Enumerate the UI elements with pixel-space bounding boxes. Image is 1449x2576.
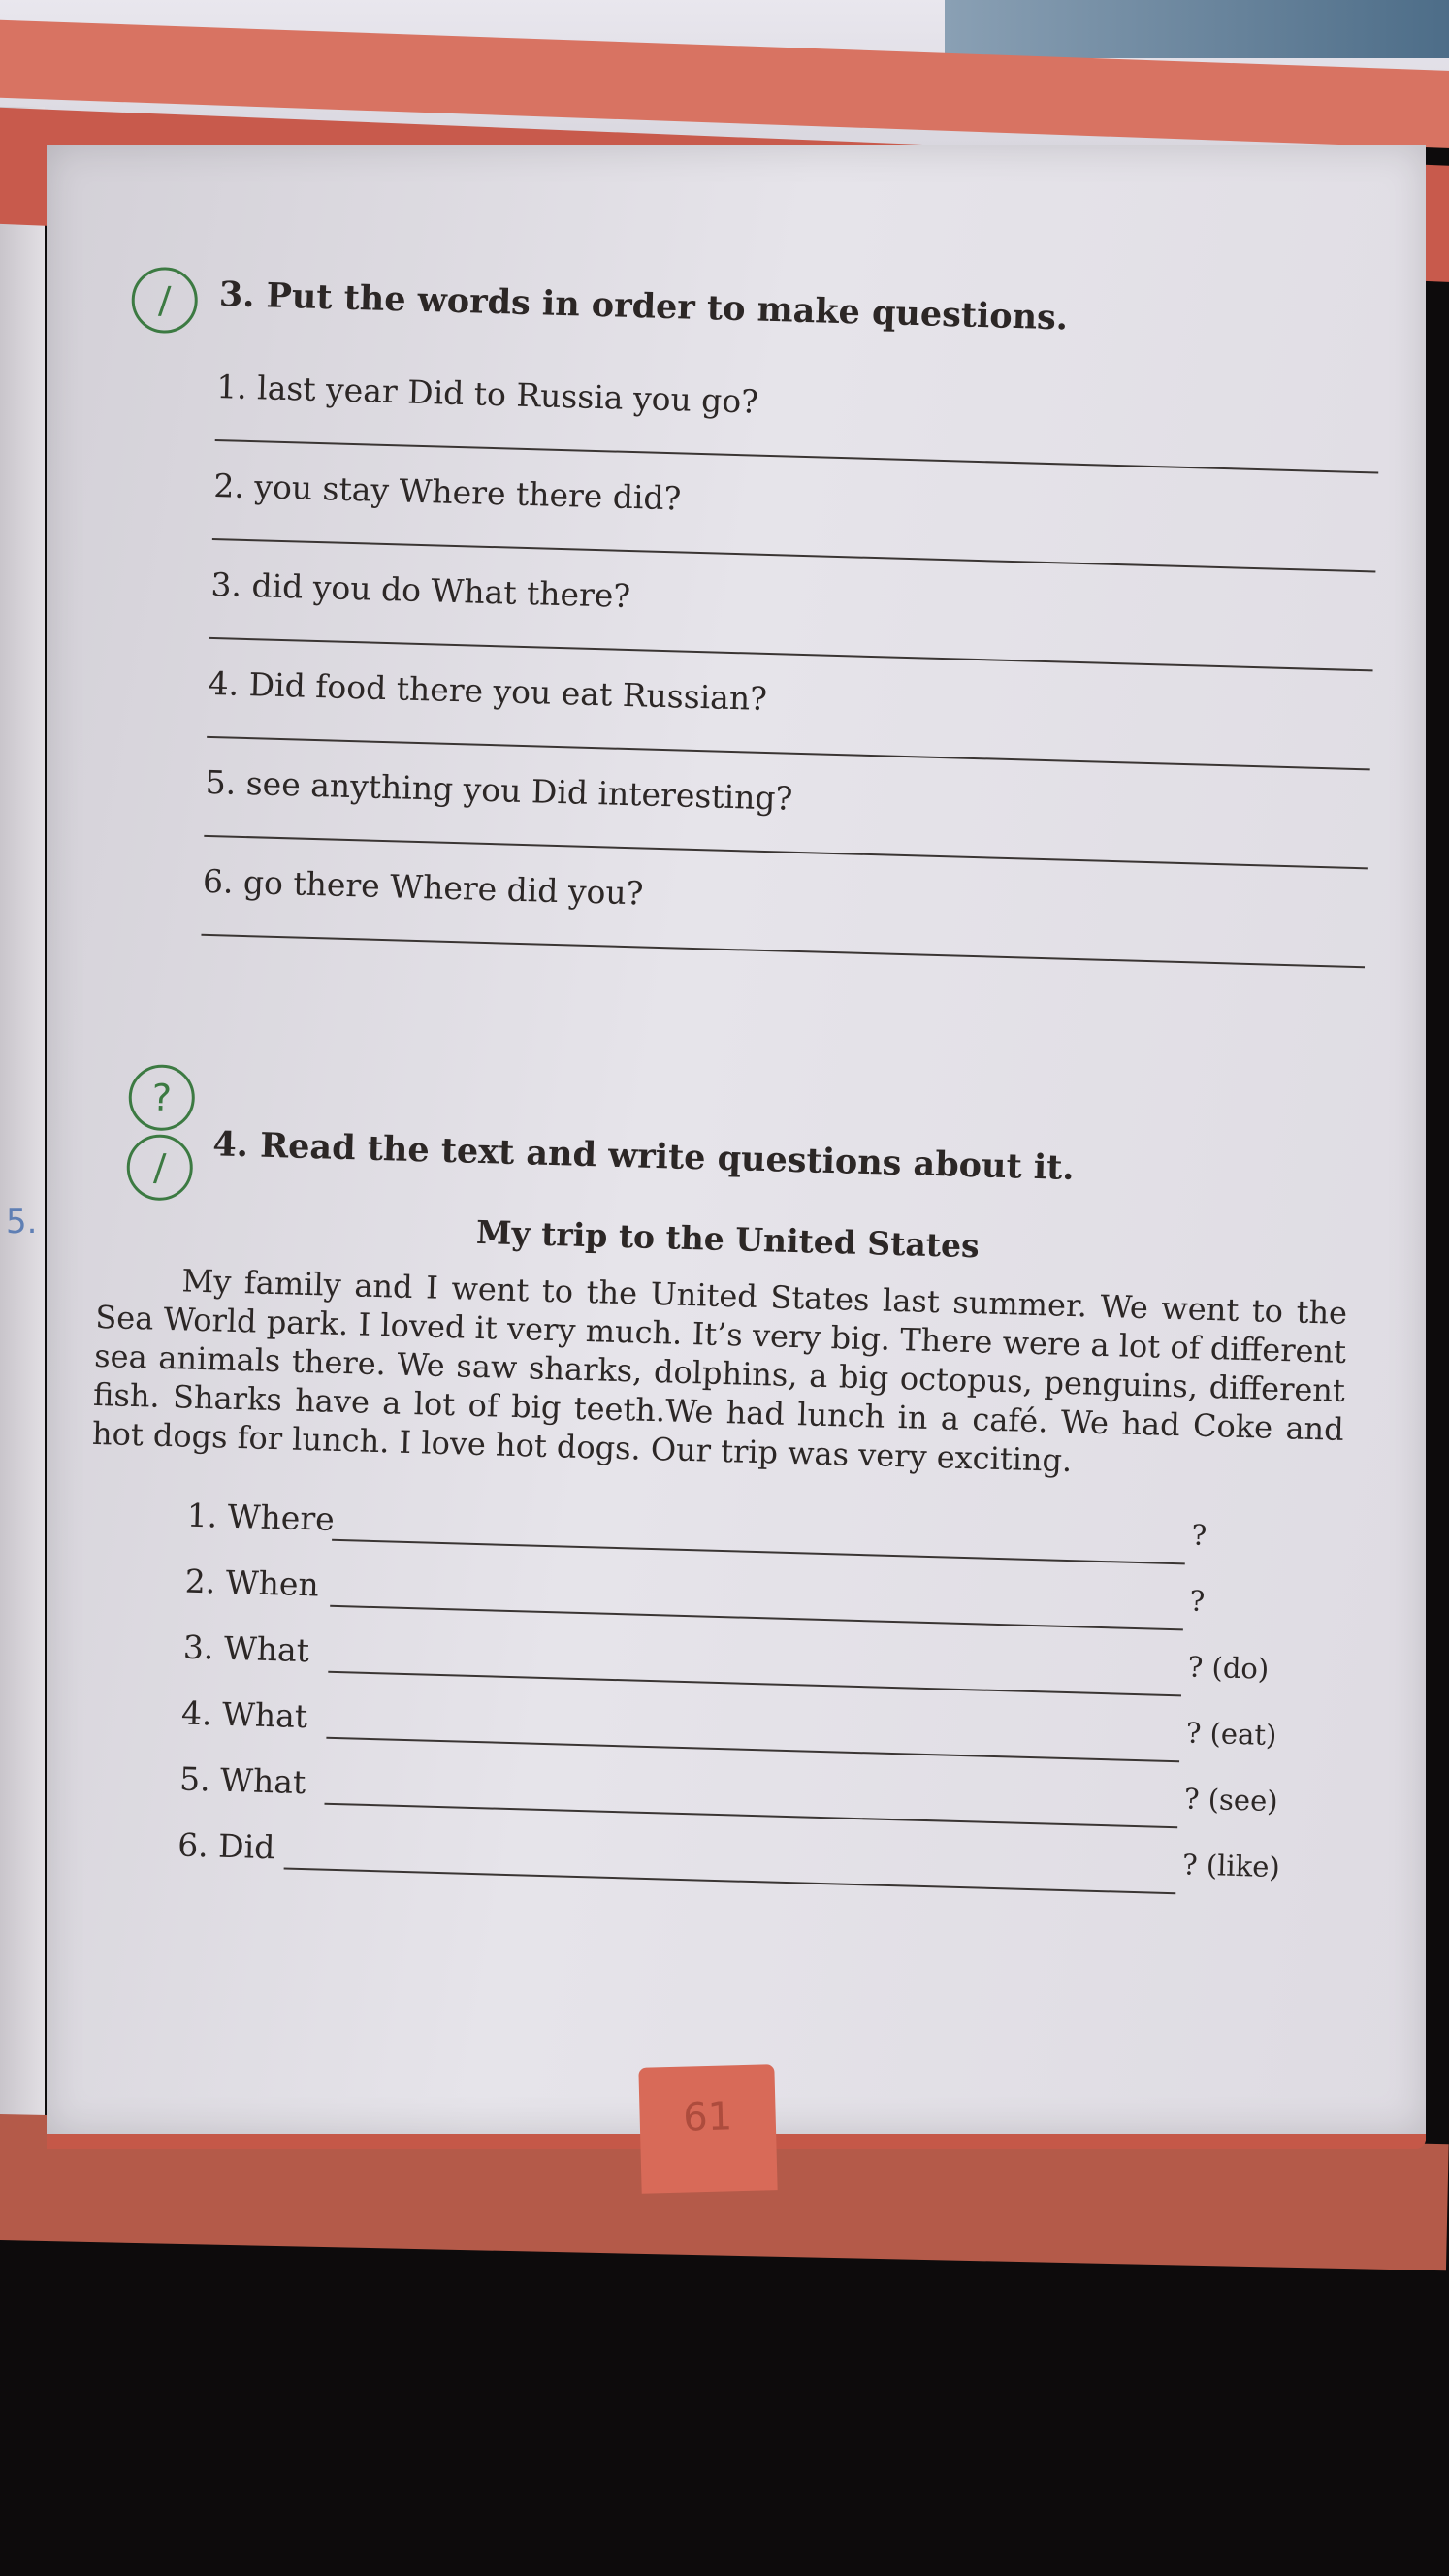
left-margin-mark: 5. — [6, 1203, 38, 1241]
answer-line-6[interactable] — [201, 934, 1365, 969]
question-3-end: ? (do) — [1187, 1650, 1270, 1686]
exercise3-heading: 3. Put the words in order to make questions. — [218, 274, 1069, 338]
question-6-end: ? (like) — [1181, 1848, 1281, 1884]
ex3-item-6: 6. go there Where did you? — [202, 861, 644, 913]
workbook-page — [47, 145, 1426, 2149]
answer-line-5[interactable] — [204, 835, 1368, 870]
question-2-line[interactable] — [330, 1605, 1183, 1631]
ex3-item-4: 4. Did food there you eat Russian? — [208, 663, 768, 718]
answer-line-1[interactable] — [215, 439, 1379, 474]
question-4-end: ? (eat) — [1185, 1716, 1277, 1753]
question-4-line[interactable] — [326, 1737, 1179, 1763]
ex3-item-2: 2. you stay Where there did? — [212, 466, 682, 518]
question-5-line[interactable] — [324, 1803, 1177, 1829]
question-5-end: ? (see) — [1183, 1782, 1279, 1819]
question-3-label: 3. What — [182, 1627, 310, 1670]
question-2-end: ? — [1189, 1584, 1206, 1618]
answer-line-3[interactable] — [209, 637, 1373, 672]
question-2-label: 2. When — [184, 1562, 320, 1604]
question-1-end: ? — [1191, 1518, 1208, 1552]
check-badge-ex4: / — [126, 1134, 194, 1202]
reading-text: My family and I went to the United States last summer. We went to the Sea World park. I loved it very much. It’s very big. There were a lot of different sea animals there. We saw sharks, dolphins, a big octopus, penguins, different fish. Sharks have a lot of big teeth.We had lunch in a café. We had Coke and hot dogs for lunch. I love hot dogs. Our trip was very exciting. — [91, 1262, 1348, 1480]
question-4-label: 4. What — [180, 1693, 308, 1736]
question-3-line[interactable] — [328, 1671, 1181, 1697]
question-5-label: 5. What — [178, 1759, 306, 1802]
question-badge-ex4: ? — [128, 1064, 196, 1132]
question-1-label: 1. Where — [186, 1496, 336, 1538]
ex3-item-3: 3. did you do What there? — [210, 564, 631, 616]
page-content — [0, 142, 1430, 2168]
check-badge-ex3: / — [131, 267, 199, 335]
ex3-item-1: 1. last year Did to Russia you go? — [215, 368, 759, 421]
ex3-item-5: 5. see anything you Did interesting? — [205, 762, 793, 818]
page-number-tab — [638, 2064, 777, 2194]
question-6-line[interactable] — [284, 1868, 1176, 1895]
question-1-line[interactable] — [332, 1539, 1185, 1565]
question-6-label: 6. Did — [177, 1825, 275, 1867]
text-title: My trip to the United States — [475, 1212, 981, 1266]
background-corner — [945, 0, 1449, 58]
answer-line-2[interactable] — [212, 538, 1376, 573]
exercise4-heading: 4. Read the text and write questions about it. — [211, 1124, 1076, 1189]
answer-line-4[interactable] — [207, 736, 1370, 771]
page-number: 61 — [682, 2094, 733, 2141]
